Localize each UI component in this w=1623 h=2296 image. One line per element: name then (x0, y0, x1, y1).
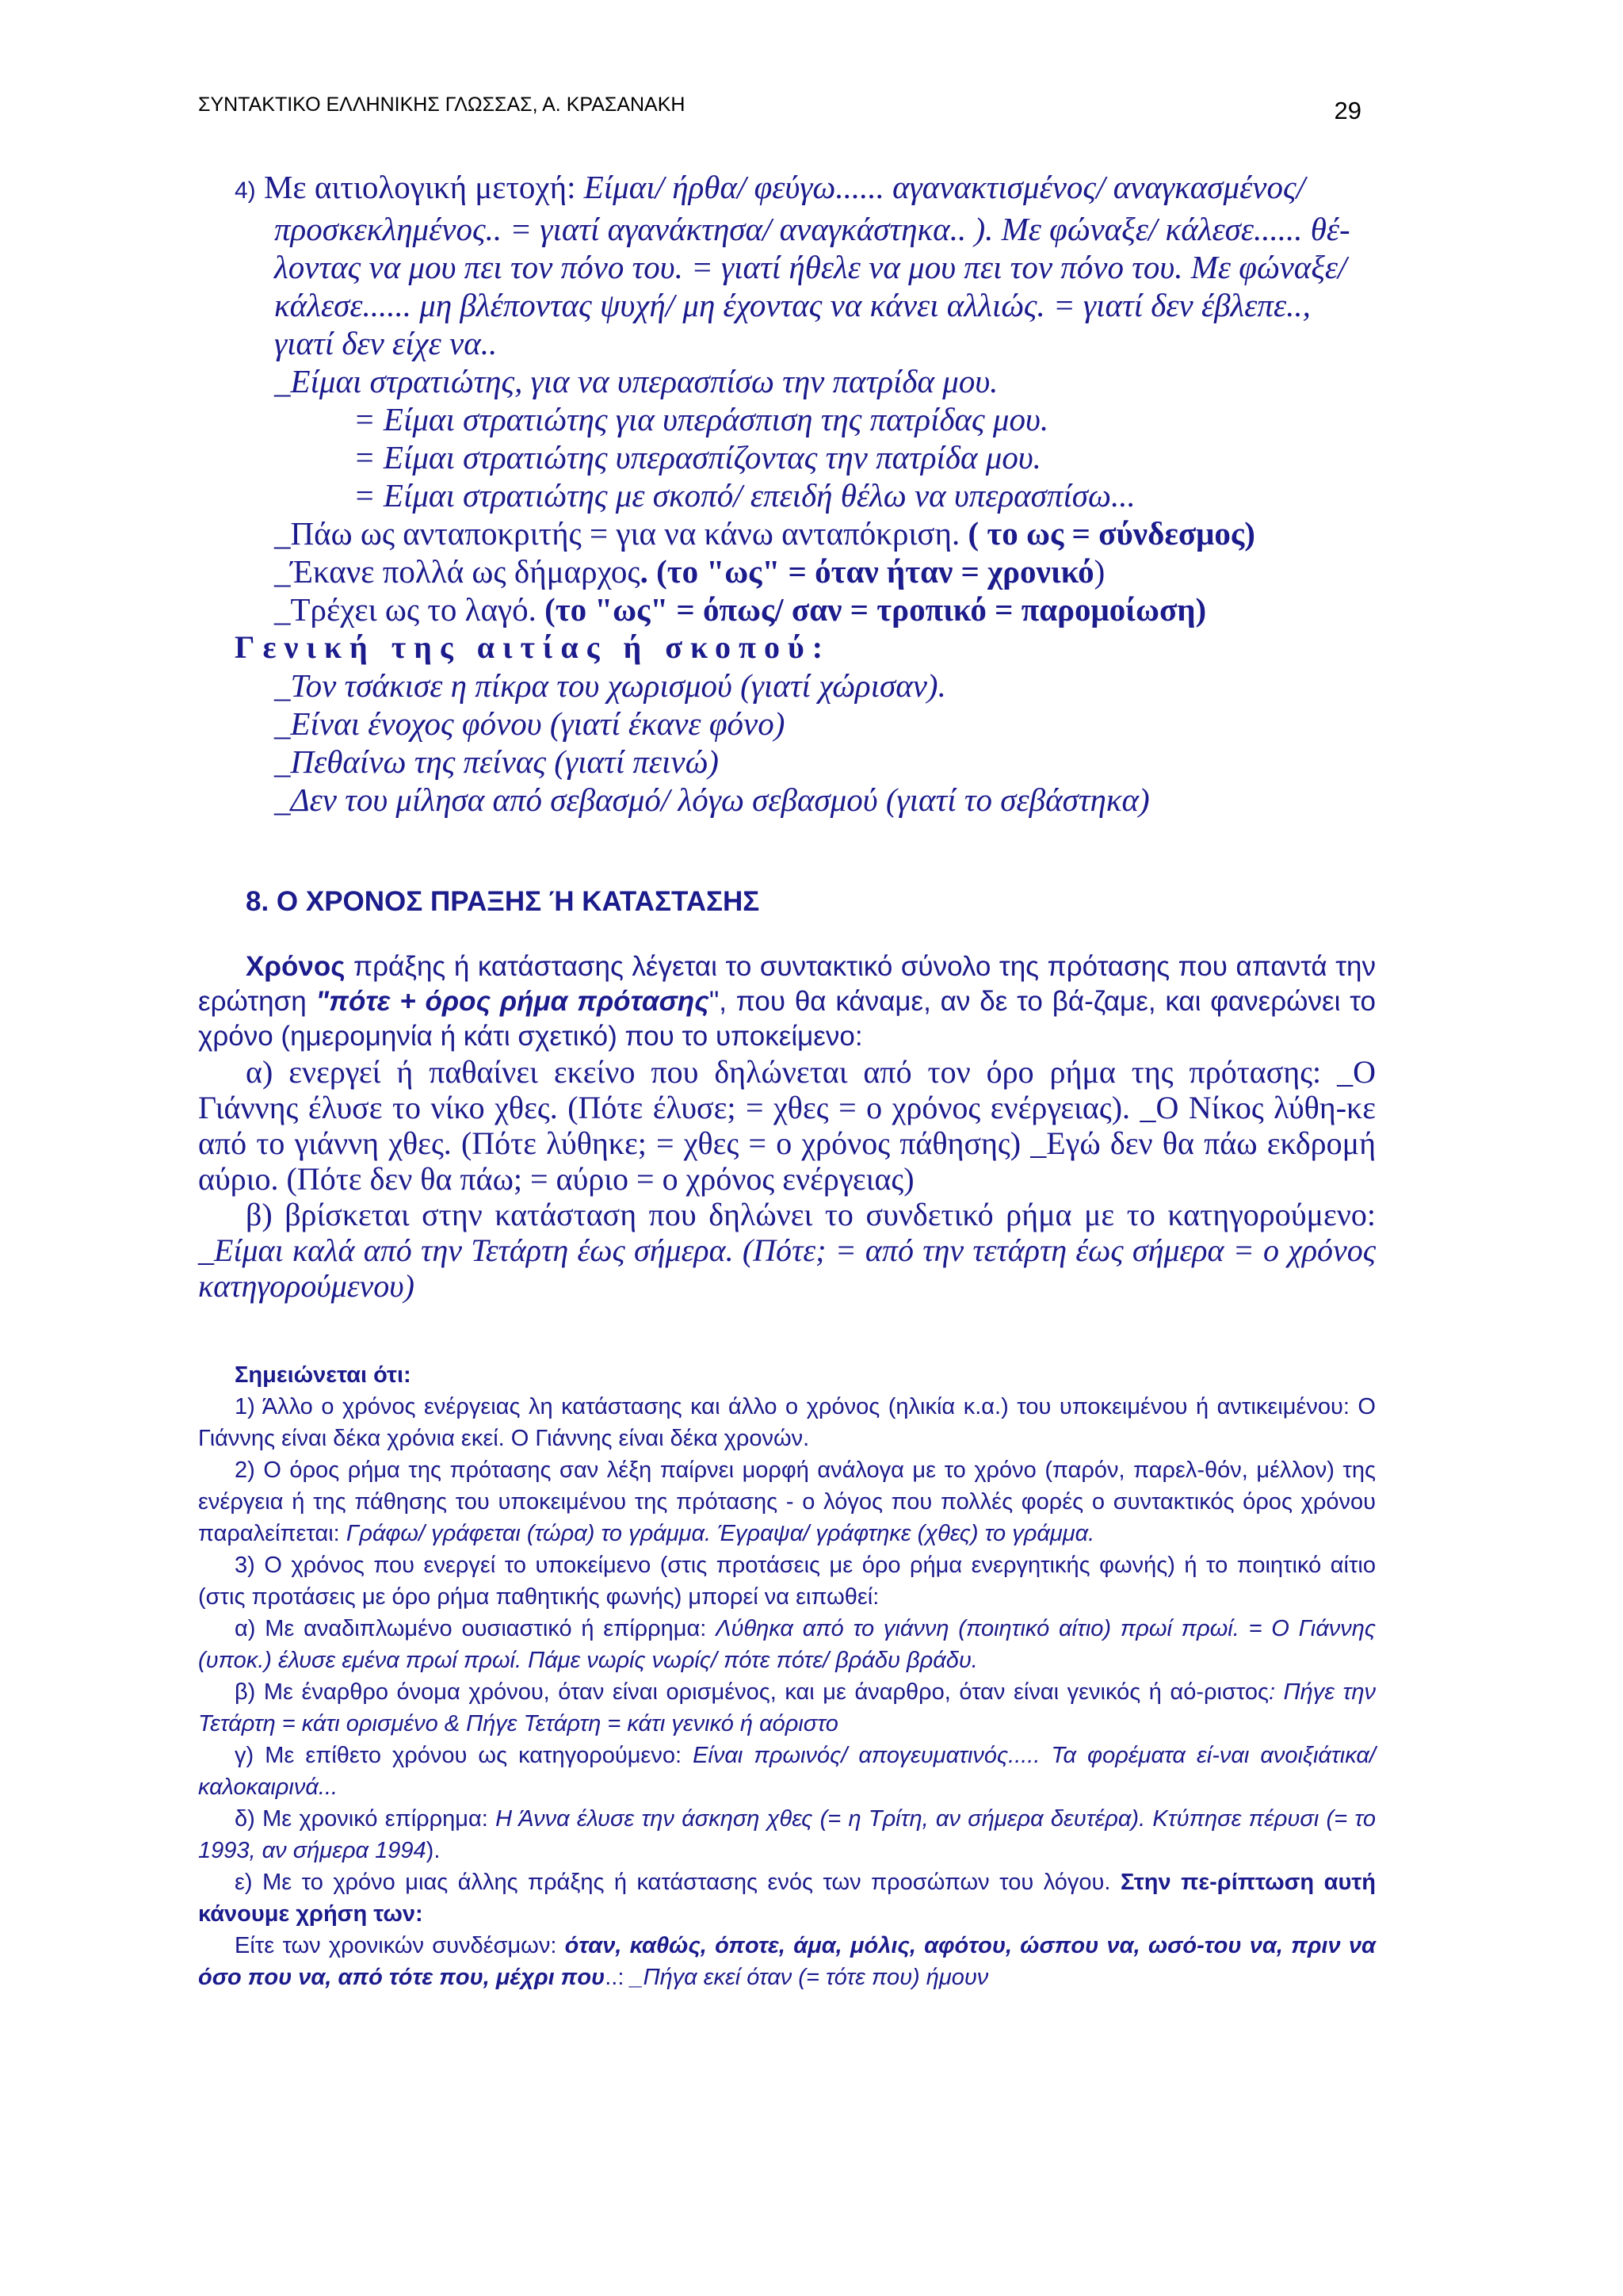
text-line: _Είμαι στρατιώτης, για να υπερασπίσω την πατρίδα μου. (274, 363, 999, 399)
note-subitem (198, 1740, 1376, 1803)
notes-block (198, 1359, 1376, 1993)
text-span: ..: (605, 1965, 631, 1990)
text-span: _Τρέχει ως το λαγό. (274, 591, 545, 628)
text-line (235, 168, 1376, 210)
text-line (235, 590, 1376, 628)
text-line: _Πεθαίνω της πείνας (γιατί πεινώ) (274, 743, 719, 780)
text-line: λοντας να μου πει τον πόνο του. = γιατί ήθελε να μου πει τον πόνο του. Με φώναξε/ (274, 249, 1347, 285)
text-span: _Είμαι καλά από την Τετάρτη έως σήμερα. (Πότε; = από την τετάρτη έως σήμερα = ο χρόνος κατηγορούμενου) (198, 1232, 1376, 1304)
section-title: 8. Ο ΧΡΟΝΟΣ ΠΡΑΞΗΣ Ή ΚΑΤΑΣΤΑΣΗΣ (246, 886, 760, 917)
running-header: ΣΥΝΤΑΚΤΙΚΟ ΕΛΛΗΝΙΚΗΣ ΓΛΩΣΣΑΣ, Α. ΚΡΑΣΑΝΑΚΗ (198, 94, 685, 116)
notes-heading: Σημειώνεται ότι: (235, 1362, 411, 1388)
text-line: _Δεν του μίλησα από σεβασμό/ λόγω σεβασμού (γιατί το σεβάστηκα) (274, 781, 1150, 818)
example-span: _Πήγα εκεί όταν (= τότε που) ήμουν (630, 1965, 989, 1990)
text-line: _Είναι ένοχος φόνου (γιατί έκανε φόνο) (274, 705, 785, 742)
text-span: πράξης ή κατάστασης λέγεται το συντακτικό σύνολο της πρότασης που απαντά την ερώτηση (198, 951, 1376, 1017)
text-span: Είτε των χρονικών συνδέσμων: (235, 1933, 565, 1958)
text-line (235, 514, 1376, 552)
note-subitem (198, 1866, 1376, 1930)
example-span: : Πήγε την Τετάρτη = κάτι ορισμένο & Πήγε Τετάρτη = κάτι γενικό ή αόριστο (198, 1679, 1376, 1736)
section-1-block (235, 168, 1376, 819)
text-span: _Πάω ως ανταποκριτής = για να κάνω ανταπόκριση. (274, 515, 968, 552)
note-item: 1) Άλλο ο χρόνος ενέργειας λη κατάστασης και άλλο ο χρόνος (ηλικία κ.α.) του υποκειμένου ή αντικειμένου: Ο Γιάννης είναι δέκα χρόνια εκεί. Ο Γιάννης είναι δέκα χρονών. (198, 1394, 1376, 1451)
note-item: 3) Ο χρόνος που ενεργεί το υποκείμενο (στις προτάσεις με όρο ρήμα ενεργητικής φωνής) ή το ποιητικό αίτιο (στις προτάσεις με όρο ρήμα παθητικής φωνής) μπορεί να ειπωθεί: (198, 1553, 1376, 1610)
example-span: Η Άννα έλυσε την άσκηση χθες (= η Τρίτη, αν σήμερα δευτέρα). Κτύπησε πέρυσι (= το 1993, αν σήμερα 1994 (198, 1806, 1376, 1863)
note-subitem (198, 1803, 1376, 1866)
page-number: 29 (1334, 97, 1361, 124)
text-span: 2) Ο όρος ρήμα της πρότασης σαν λέξη παίρνει μορφή ανάλογα με το χρόνο (παρόν, παρελ-θόν, μέλλον) της ενέργεια ή της πάθησης του υποκειμένου της πρότασης - ο λόγος που πολλές φορές ο συντακτικός όρος χρόνου παραλείπεται: (198, 1457, 1376, 1546)
text-span: γ) Με επίθετο χρόνου ως κατηγορούμενο: (235, 1743, 693, 1768)
note-subitem (198, 1930, 1376, 1993)
text-line: γιατί δεν είχε να.. (274, 325, 498, 361)
text-line: = Είμαι στρατιώτης υπερασπίζοντας την πατρίδα μου. (353, 439, 1041, 476)
text-span: Είμαι/ ήρθα/ φεύγω...... αγανακτισμένος/ αναγκασμένος/ (583, 169, 1305, 205)
text-span: δ) Με χρονικό επίρρημα: (235, 1806, 496, 1832)
text-span: α) Με αναδιπλωμένο ουσιαστικό ή επίρρημα: (235, 1616, 716, 1641)
paragraph (198, 1197, 1376, 1304)
paragraph: α) ενεργεί ή παθαίνει εκείνο που δηλώνεται από τον όρο ρήμα της πρότασης: _Ο Γιάννης έλυσε το νίκο χθες. (Πότε έλυσε; = χθες = ο χρόνος ενέργειας). _Ο Νίκος λύθη-κε από το γιάννη χθες. (Πότε λύθηκε; = χθες = ο χρόνος πάθησης) _Εγώ δεν θα πάω εκδρομή αύριο. (Πότε δεν θα πάω; = αύριο = ο χρόνος ενέργειας) (198, 1054, 1376, 1197)
note-subitem (198, 1613, 1376, 1676)
text-line (235, 552, 1376, 590)
conjunction-list: όταν, καθώς, όποτε, άμα, μόλις, αφότου, ώσπου να, ωσό-του να, πριν να όσο που να, από τότε που, μέχρι που (198, 1933, 1376, 1990)
bold-note: . (το "ως" = όταν ήταν = χρονικό (640, 553, 1094, 590)
bold-note: Στην πε-ρίπτωση αυτή κάνουμε χρήση των: (198, 1870, 1376, 1927)
text-line: κάλεσε...... μη βλέποντας ψυχή/ μη έχοντας να κάνει αλλιώς. = γιατί δεν έβλεπε.., (274, 287, 1311, 323)
note-subitem (198, 1676, 1376, 1740)
bold-note: ( το ως = σύνδεσμος) (968, 515, 1255, 552)
item-number: 4) (235, 178, 256, 204)
text-span: β) βρίσκεται στην κατάσταση που δηλώνει το συνδετικό ρήμα με το κατηγορούμενο: (246, 1197, 1376, 1232)
text-span: ε) Με το χρόνο μιας άλλης πράξης ή κατάστασης ενός των προσώπων του λόγου. (235, 1870, 1121, 1895)
text-span: _Έκανε πολλά ως δήμαρχος (274, 553, 640, 590)
note-item (198, 1454, 1376, 1549)
subheading: Γενική της αιτίας ή σκοπού: (235, 629, 831, 665)
example-span: Είναι πρωινός/ απογευματινός..... Τα φορέματα εί-ναι ανοιξιάτικα/ καλοκαιρινά... (198, 1743, 1376, 1800)
section-2-block (198, 949, 1376, 1304)
text-span: ) (1094, 553, 1106, 590)
text-span: Με αιτιολογική μετοχή: (255, 169, 584, 205)
term: Χρόνος (246, 951, 346, 982)
text-span: β) Με έναρθρο όνομα χρόνου, όταν είναι ορισμένος, και με άναρθρο, όταν είναι γενικός ή αό-ριστος (235, 1679, 1270, 1705)
question-formula: "πότε + όρος ρήμα πρότασης (315, 986, 709, 1017)
text-line: = Είμαι στρατιώτης με σκοπό/ επειδή θέλω να υπερασπίσω... (353, 477, 1136, 514)
paragraph (198, 949, 1376, 1054)
example-span: Λύθηκα από το γιάννη (ποιητικό αίτιο) πρωί πρωί. = Ο Γιάννης (υποκ.) έλυσε εμένα πρωί πρωί. Πάμε νωρίς νωρίς/ πότε πότε/ βράδυ βράδυ. (198, 1616, 1376, 1673)
example-span: Γράφω/ γράφεται (τώρα) το γράμμα. Έγραψα/ γράφτηκε (χθες) το γράμμα. (346, 1521, 1095, 1546)
text-span: ", που θα κάναμε, αν δε το βά-ζαμε, και φανερώνει το χρόνο (ημερομηνία ή κάτι σχετικό) που το υποκείμενο: (198, 986, 1376, 1052)
text-line: = Είμαι στρατιώτης για υπεράσπιση της πατρίδας μου. (353, 401, 1049, 437)
text-line: _Τον τσάκισε η πίκρα του χωρισμού (γιατί χώρισαν). (274, 667, 946, 704)
text-span: ). (426, 1838, 441, 1863)
text-line: προσκεκλημένος.. = γιατί αγανάκτησα/ αναγκάστηκα.. ). Με φώναξε/ κάλεσε...... θέ- (274, 211, 1350, 247)
bold-note: (το "ως" = όπως/ σαν = τροπικό = παρομοίωση) (544, 591, 1207, 628)
